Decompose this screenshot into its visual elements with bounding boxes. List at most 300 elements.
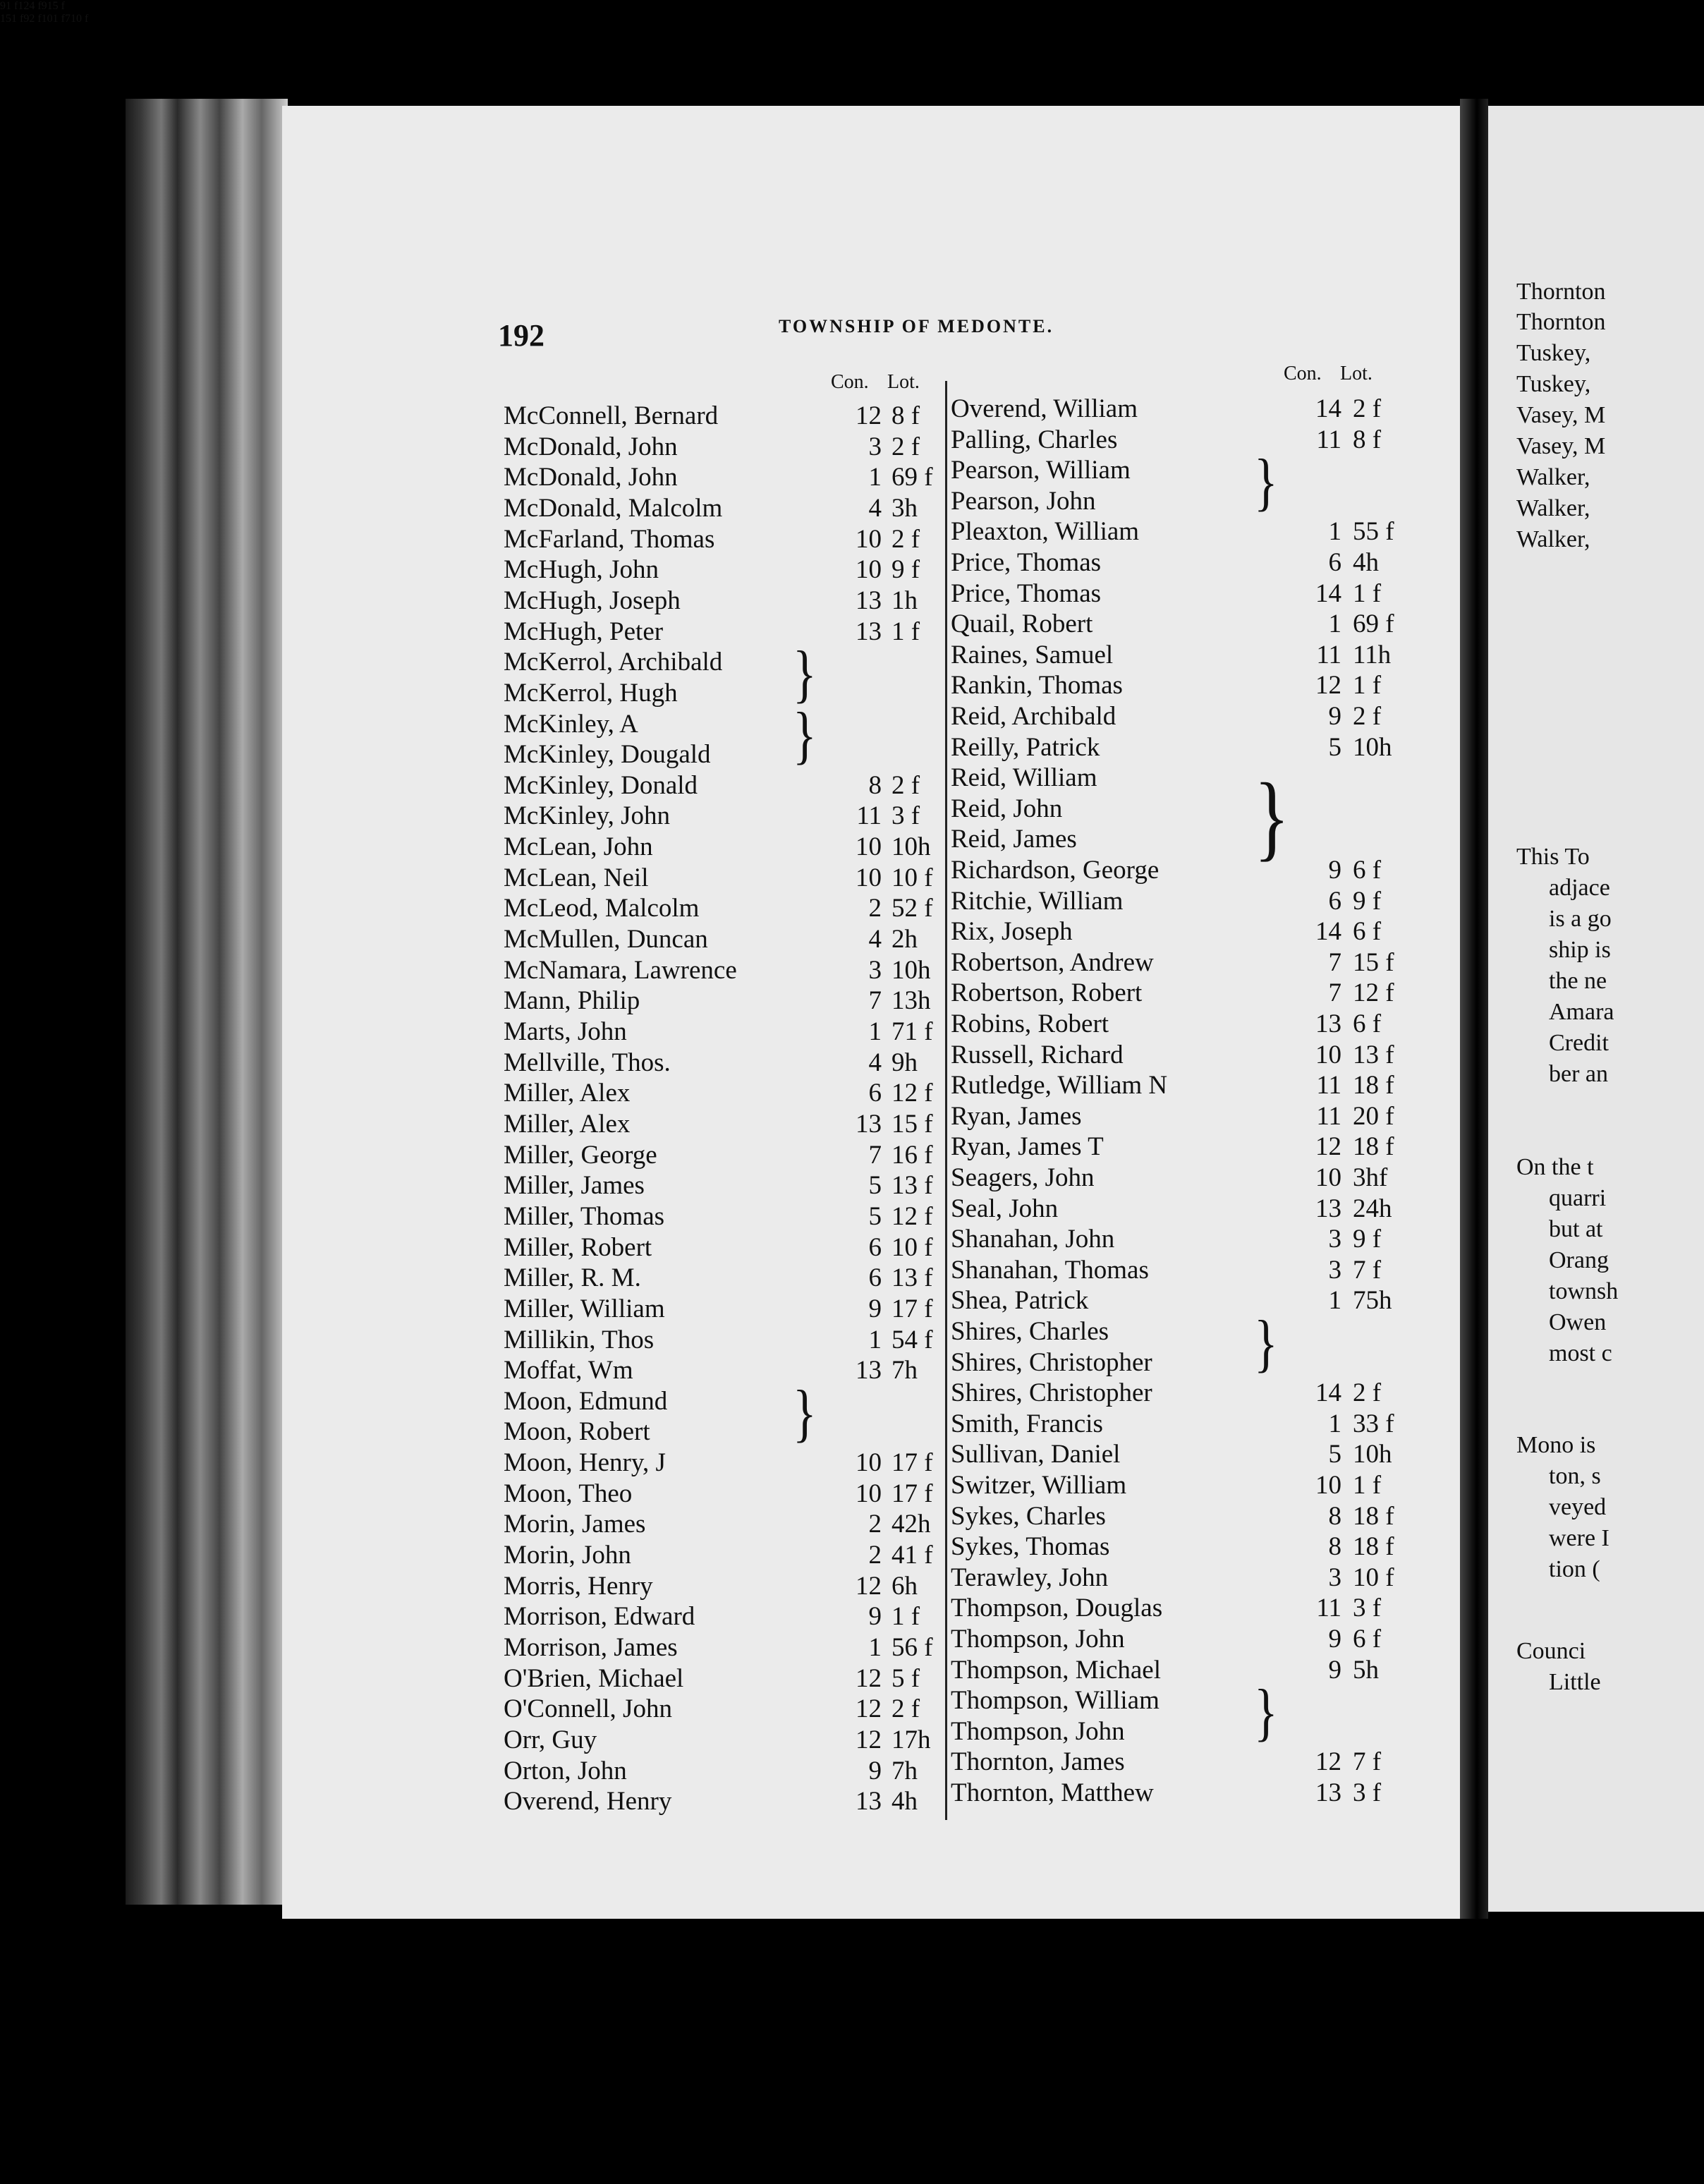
entry-row — [951, 1409, 1444, 1440]
entry-row — [504, 1725, 941, 1756]
facing-page-line: ship is — [1549, 937, 1611, 963]
entry-con: 13 — [1315, 1009, 1341, 1038]
entry-row — [951, 1501, 1444, 1532]
left-con-header: Con. — [831, 371, 869, 393]
facing-page-line: Walker, — [1516, 495, 1590, 521]
entry-name: Reid, John — [951, 794, 1063, 823]
entry-con: 11 — [1316, 1101, 1341, 1131]
entry-con: 5 — [868, 1201, 882, 1231]
entry-con: 12 — [1315, 1132, 1341, 1162]
entry-name: Smith, Francis — [951, 1409, 1103, 1438]
entry-name: McDonald, John — [504, 463, 678, 492]
entry-row — [504, 401, 941, 432]
facing-page-line: Tuskey, — [1516, 371, 1591, 397]
entry-con: 13 — [856, 617, 882, 646]
entry-con: 1 — [868, 1633, 882, 1662]
entry-con: 1 — [1328, 517, 1341, 547]
entry-con: 1 — [1328, 1409, 1341, 1438]
entry-row — [504, 1601, 941, 1632]
entry-name: Reid, James — [951, 825, 1077, 854]
brace-mark: } — [1254, 763, 1290, 870]
entry-name: Richardson, George — [951, 856, 1160, 885]
entry-name: Shea, Patrick — [951, 1286, 1089, 1316]
entry-row — [504, 1416, 941, 1448]
entry-name: Pearson, William — [951, 456, 1131, 485]
entry-lot: 1h — [891, 586, 918, 615]
entry-name: Miller, Alex — [504, 1079, 631, 1108]
entry-name: Miller, R. M. — [504, 1263, 641, 1293]
entry-con: 3 — [1328, 1255, 1341, 1285]
entry-con: 1 — [1328, 609, 1341, 639]
entry-lot: 3 f — [1353, 1594, 1382, 1623]
entry-lot: 1 f — [1353, 671, 1382, 700]
entry-lot: 24h — [1353, 1194, 1392, 1223]
entry-row — [951, 824, 1444, 855]
entry-lot: 2 f — [1353, 1378, 1382, 1408]
page-number: 192 — [498, 318, 544, 353]
entry-name: Marts, John — [504, 1017, 627, 1046]
entry-row — [951, 1531, 1444, 1563]
entry-lot: 17 f — [891, 1294, 933, 1323]
entry-lot: 4h — [1353, 548, 1379, 577]
entry-name: Miller, Robert — [504, 1232, 652, 1262]
entry-row — [951, 670, 1444, 701]
entry-lot: 17h — [891, 1725, 931, 1754]
entry-name: Moon, Robert — [504, 1417, 650, 1447]
entry-row — [504, 863, 941, 894]
entry-name: Thornton, Matthew — [951, 1778, 1154, 1807]
entry-con: 12 — [856, 1663, 882, 1693]
entry-row — [504, 432, 941, 463]
entry-con: 10 — [856, 832, 882, 862]
facing-page-line: Little — [1549, 1669, 1601, 1695]
entry-name: Shires, Charles — [951, 1317, 1109, 1346]
entry-con: 2 — [868, 1510, 882, 1539]
entry-row — [504, 1632, 941, 1663]
entry-lot: 12 f — [1353, 978, 1394, 1008]
entry-row — [951, 1593, 1444, 1624]
entry-row — [951, 547, 1444, 578]
entry-name: Rankin, Thomas — [951, 671, 1123, 700]
entry-name: Pleaxton, William — [951, 517, 1140, 547]
entry-con: 12 — [1315, 671, 1341, 700]
entry-lot: 2 f — [1353, 702, 1382, 731]
entry-lot: 2 f — [891, 524, 920, 554]
entry-row — [951, 516, 1444, 547]
entry-name: Thompson, John — [951, 1625, 1125, 1654]
entry-row — [951, 640, 1444, 671]
entry-row — [504, 1201, 941, 1232]
entry-con: 6 — [868, 1263, 882, 1293]
entry-lot: 7h — [891, 1356, 918, 1385]
facing-page-line: Amara — [1549, 999, 1614, 1025]
entry-lot: 55 f — [1353, 517, 1394, 547]
entry-lot: 10h — [1353, 1440, 1392, 1469]
brace-mark: } — [793, 700, 817, 772]
entry-lot: 7 f — [1353, 1255, 1382, 1285]
facing-page-line: Vasey, M — [1516, 402, 1606, 428]
entry-name: Shanahan, John — [951, 1225, 1115, 1254]
entry-row — [504, 647, 941, 678]
entry-lot: 9 f — [1353, 886, 1382, 916]
facing-page-line: On the t — [1516, 1154, 1594, 1180]
entry-row — [951, 978, 1444, 1009]
entry-lot: 1 f — [891, 1602, 920, 1632]
facing-page-line: Owen — [1549, 1309, 1607, 1335]
facing-page-line: Walker, — [1516, 526, 1590, 552]
entry-lot: 1 f — [1353, 1471, 1382, 1500]
column-divider — [945, 381, 947, 1820]
entry-row — [504, 1232, 941, 1263]
entry-row — [951, 1747, 1444, 1778]
entry-con: 11 — [1316, 1594, 1341, 1623]
facing-page-line: is a go — [1549, 906, 1612, 932]
entry-name: Quail, Robert — [951, 609, 1093, 639]
entry-row — [951, 947, 1444, 978]
entry-name: O'Connell, John — [504, 1694, 672, 1724]
entry-name: Robins, Robert — [951, 1009, 1109, 1038]
facing-page-line: townsh — [1549, 1278, 1619, 1304]
entry-row — [951, 701, 1444, 732]
entry-name: Miller, Thomas — [504, 1201, 665, 1231]
facing-page-line: ber an — [1549, 1061, 1609, 1087]
entry-lot: 56 f — [891, 1633, 933, 1662]
entry-lot: 3 f — [1353, 1778, 1382, 1807]
facing-page-line: Orang — [1549, 1247, 1609, 1273]
entry-name: McDonald, Malcolm — [504, 493, 723, 523]
entry-lot: 2 f — [891, 1694, 920, 1724]
entry-con: 13 — [856, 586, 882, 615]
entry-row — [504, 462, 941, 493]
entry-name: Thompson, John — [951, 1716, 1125, 1746]
entry-lot: 10 f — [891, 863, 933, 892]
entry-con: 6 — [868, 1232, 882, 1262]
entry-lot: 2 f — [891, 432, 920, 461]
entry-lot: 3h — [891, 493, 918, 523]
entry-row — [504, 801, 941, 832]
entry-con: 7 — [868, 1140, 882, 1170]
entry-row — [504, 955, 941, 986]
entry-lot: 10h — [891, 832, 931, 862]
right-lot-header: Lot. — [1340, 363, 1373, 384]
entry-lot: 15 f — [1353, 947, 1394, 977]
entry-row — [504, 1140, 941, 1171]
entry-con: 9 — [1328, 702, 1341, 731]
book-gutter — [1460, 99, 1488, 1919]
entry-row — [951, 394, 1444, 425]
entry-lot: 3hf — [1353, 1163, 1388, 1192]
entry-lot: 18 f — [1353, 1071, 1394, 1100]
entry-con: 11 — [856, 801, 882, 831]
entry-row — [504, 1017, 941, 1048]
entry-con: 4 — [868, 493, 882, 523]
entry-name: Price, Thomas — [951, 578, 1102, 608]
entry-lot: 13 f — [891, 1263, 933, 1293]
entry-lot: 2h — [891, 925, 918, 954]
entry-row — [504, 1694, 941, 1725]
entry-row — [951, 425, 1444, 456]
entry-row — [504, 1571, 941, 1602]
entry-lot: 13 f — [1353, 1040, 1394, 1069]
entry-row — [951, 1224, 1444, 1255]
entry-con: 8 — [1328, 1532, 1341, 1562]
facing-page-line: quarri — [1549, 1185, 1607, 1211]
entry-con: 9 — [1328, 1625, 1341, 1654]
entry-row — [951, 1040, 1444, 1071]
entry-con: 10 — [1315, 1471, 1341, 1500]
entry-name: Miller, George — [504, 1140, 657, 1170]
entry-con: 13 — [856, 1109, 882, 1139]
entry-name: McKerrol, Hugh — [504, 678, 678, 708]
entry-name: Robertson, Andrew — [951, 947, 1154, 977]
entry-lot: 54 f — [891, 1325, 933, 1354]
entry-name: Orton, John — [504, 1756, 627, 1785]
entry-row — [504, 739, 941, 770]
entry-name: Millikin, Thos — [504, 1325, 655, 1354]
entry-con: 10 — [856, 1448, 882, 1478]
brace-con: 1 — [0, 13, 6, 25]
entry-con: 12 — [856, 401, 882, 430]
facing-page-line: Thornton — [1516, 309, 1606, 335]
entry-con: 7 — [1328, 978, 1341, 1008]
entry-lot: 10 f — [891, 1232, 933, 1262]
entry-con: 10 — [856, 555, 882, 585]
entry-con: 2 — [868, 1541, 882, 1570]
entry-con: 5 — [1328, 732, 1341, 762]
entry-con: 3 — [868, 432, 882, 461]
entry-con: 14 — [1315, 578, 1341, 608]
entry-row — [951, 1655, 1444, 1686]
entry-lot: 7h — [891, 1756, 918, 1785]
brace-lot: 1 f — [52, 13, 65, 25]
entry-lot: 8 f — [891, 401, 920, 430]
facing-page-line: most c — [1549, 1340, 1612, 1366]
entry-lot: 6h — [891, 1571, 918, 1601]
entry-lot: 6 f — [1353, 1625, 1382, 1654]
entry-name: Ryan, James — [951, 1101, 1082, 1131]
entry-name: Raines, Samuel — [951, 640, 1114, 669]
entry-row — [504, 924, 941, 955]
entry-row — [951, 578, 1444, 609]
entry-con: 13 — [1315, 1194, 1341, 1223]
entry-name: Mann, Philip — [504, 986, 640, 1016]
left-lot-header: Lot. — [887, 371, 920, 393]
entry-name: Moon, Henry, J — [504, 1448, 666, 1478]
entry-row — [504, 617, 941, 648]
facing-page-line: This To — [1516, 844, 1590, 870]
entry-con: 7 — [868, 986, 882, 1016]
entry-name: Mellville, Thos. — [504, 1048, 671, 1077]
entry-name: McDonald, John — [504, 432, 678, 461]
entry-row — [951, 1132, 1444, 1163]
entry-row — [951, 855, 1444, 886]
entry-name: Morin, John — [504, 1541, 631, 1570]
entry-con: 11 — [1316, 640, 1341, 669]
entry-name: Reid, William — [951, 763, 1097, 793]
entry-row — [504, 1294, 941, 1325]
entry-name: Thompson, Michael — [951, 1655, 1162, 1685]
facing-page-line: Thornton — [1516, 279, 1606, 305]
entry-con: 11 — [1316, 1071, 1341, 1100]
entry-con: 13 — [856, 1787, 882, 1816]
entry-con: 3 — [1328, 1225, 1341, 1254]
entry-con: 9 — [1328, 856, 1341, 885]
entry-lot: 5 f — [891, 1663, 920, 1693]
entry-row — [951, 1378, 1444, 1409]
entry-lot: 15 f — [891, 1109, 933, 1139]
entry-con: 10 — [1315, 1163, 1341, 1192]
facing-page — [1488, 106, 1704, 1912]
entry-con: 10 — [856, 863, 882, 892]
entry-row — [504, 1263, 941, 1294]
entry-con: 1 — [868, 463, 882, 492]
brace-con: 9 — [23, 13, 30, 25]
entry-row — [504, 893, 941, 924]
facing-page-line: adjace — [1549, 875, 1610, 901]
entry-con: 4 — [868, 1048, 882, 1077]
entry-name: McKinley, A — [504, 709, 638, 739]
entry-name: O'Brien, Michael — [504, 1663, 684, 1693]
brace-lot: 4 f — [29, 0, 42, 12]
facing-page-line: Vasey, M — [1516, 433, 1606, 459]
entry-lot: 7 f — [1353, 1747, 1382, 1777]
entry-name: McLean, John — [504, 832, 653, 862]
entry-name: Rix, Joseph — [951, 917, 1073, 947]
entry-lot: 18 f — [1353, 1132, 1394, 1162]
brace-con: 12 — [18, 0, 30, 12]
entry-con: 8 — [1328, 1501, 1341, 1531]
entry-con: 1 — [1328, 1286, 1341, 1316]
entry-lot: 69 f — [891, 463, 933, 492]
entry-row — [951, 1778, 1444, 1809]
entry-lot: 10h — [891, 955, 931, 985]
brace-lot: 15 f — [47, 0, 65, 12]
entry-row — [504, 678, 941, 709]
entry-lot: 10h — [1353, 732, 1392, 762]
brace-con: 10 — [41, 13, 53, 25]
entry-row — [504, 1386, 941, 1417]
entry-lot: 2 f — [891, 770, 920, 800]
entry-lot: 18 f — [1353, 1532, 1394, 1562]
brace-mark: } — [1254, 447, 1278, 518]
entry-name: Overend, William — [951, 394, 1138, 423]
entry-lot: 69 f — [1353, 609, 1394, 639]
entry-name: McHugh, Peter — [504, 617, 664, 646]
entry-lot: 9h — [891, 1048, 918, 1077]
entry-name: Miller, James — [504, 1171, 645, 1201]
entry-lot: 12 f — [891, 1201, 933, 1231]
entry-lot: 1 f — [891, 617, 920, 646]
entry-row — [504, 1448, 941, 1479]
brace-mark: } — [793, 1378, 817, 1450]
entry-name: Seal, John — [951, 1194, 1059, 1223]
entry-row — [504, 1109, 941, 1140]
entry-con: 5 — [868, 1171, 882, 1201]
entry-row — [504, 1325, 941, 1356]
entry-con: 9 — [868, 1294, 882, 1323]
entry-row — [951, 1316, 1444, 1347]
entry-name: Switzer, William — [951, 1471, 1127, 1500]
entry-name: Morrison, Edward — [504, 1602, 695, 1632]
entry-con: 13 — [856, 1356, 882, 1385]
entry-name: Seagers, John — [951, 1163, 1095, 1192]
entry-row — [951, 1685, 1444, 1716]
entry-con: 3 — [1328, 1563, 1341, 1592]
entry-con: 9 — [868, 1602, 882, 1632]
entry-lot: 41 f — [891, 1541, 933, 1570]
entry-name: Thompson, Douglas — [951, 1594, 1163, 1623]
entry-con: 12 — [856, 1694, 882, 1724]
entry-name: Price, Thomas — [951, 548, 1102, 577]
entry-name: Morris, Henry — [504, 1571, 653, 1601]
entry-row — [504, 709, 941, 740]
entry-con: 13 — [1315, 1778, 1341, 1807]
entry-name: Shires, Christopher — [951, 1378, 1152, 1408]
entry-name: Thornton, James — [951, 1747, 1125, 1777]
entry-con: 10 — [856, 524, 882, 554]
entry-name: McKinley, Donald — [504, 770, 698, 800]
facing-page-line: Credit — [1549, 1030, 1609, 1056]
facing-page-line: but at — [1549, 1216, 1603, 1242]
entry-name: Moon, Theo — [504, 1479, 633, 1508]
entry-row — [951, 1563, 1444, 1594]
entry-name: Robertson, Robert — [951, 978, 1143, 1008]
entry-row — [504, 985, 941, 1017]
entry-row — [951, 732, 1444, 763]
entry-con: 11 — [1316, 425, 1341, 454]
entry-con: 14 — [1315, 394, 1341, 423]
book-spine-edges — [126, 99, 288, 1905]
entry-name: Miller, William — [504, 1294, 665, 1323]
entry-name: Sykes, Charles — [951, 1501, 1106, 1531]
entry-row — [951, 486, 1444, 517]
entry-name: McFarland, Thomas — [504, 524, 715, 554]
entry-con: 10 — [856, 1479, 882, 1508]
entry-row — [951, 609, 1444, 640]
facing-page-line: Walker, — [1516, 464, 1590, 490]
facing-page-line: Tuskey, — [1516, 340, 1591, 366]
entry-lot: 6 f — [1353, 917, 1382, 947]
entry-lot: 6 f — [1353, 1009, 1382, 1038]
entry-con: 9 — [1328, 1655, 1341, 1685]
entry-row — [951, 1255, 1444, 1286]
entry-row — [504, 1509, 941, 1540]
entry-con: 12 — [856, 1725, 882, 1754]
entry-row — [951, 1624, 1444, 1655]
entry-name: Ryan, James T — [951, 1132, 1104, 1162]
entry-lot: 52 f — [891, 894, 933, 923]
entry-row — [504, 554, 941, 586]
entry-name: Miller, Alex — [504, 1109, 631, 1139]
entry-name: McLeod, Malcolm — [504, 894, 700, 923]
entry-row — [951, 1439, 1444, 1470]
entry-name: Rutledge, William N — [951, 1071, 1168, 1100]
entry-con: 10 — [1315, 1040, 1341, 1069]
entry-name: Morrison, James — [504, 1633, 678, 1662]
running-head: TOWNSHIP OF MEDONTE. — [779, 316, 1054, 336]
entry-con: 2 — [868, 894, 882, 923]
entry-lot: 2 f — [1353, 394, 1382, 423]
brace-con: 9 — [0, 0, 6, 12]
entry-row — [951, 1716, 1444, 1747]
facing-page-line: Mono is — [1516, 1432, 1596, 1458]
entry-name: Reid, Archibald — [951, 702, 1116, 731]
entry-name: McKinley, John — [504, 801, 671, 831]
entry-name: Sullivan, Daniel — [951, 1440, 1121, 1469]
entry-name: Terawley, John — [951, 1563, 1109, 1592]
entry-name: McLean, Neil — [504, 863, 649, 892]
entry-name: McMullen, Duncan — [504, 925, 708, 954]
